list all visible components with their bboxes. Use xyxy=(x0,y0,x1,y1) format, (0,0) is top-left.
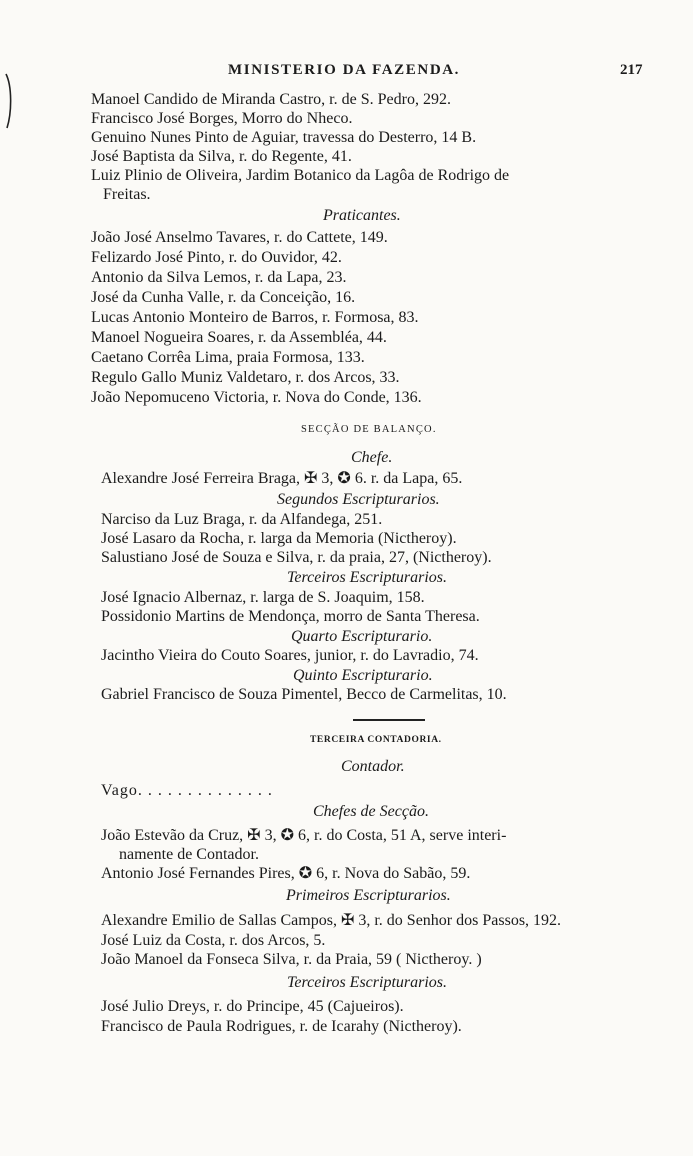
entry-line: João Nepomuceno Victoria, r. Nova do Conde, 136. xyxy=(91,389,422,406)
entry-line: José Lasaro da Rocha, r. larga da Memoria (Nictheroy). xyxy=(101,530,457,547)
entry-line: João Estevão da Cruz, ✠ 3, ✪ 6, r. do Costa, 51 A, serve interi- xyxy=(101,827,507,844)
heading-chefe: Chefe. xyxy=(351,449,393,466)
entry-line: Manoel Nogueira Soares, r. da Assembléa, 44. xyxy=(91,329,387,346)
heading-chefes-seccao: Chefes de Secção. xyxy=(313,803,429,820)
entry-line: Genuino Nunes Pinto de Aguiar, travessa do Desterro, 14 B. xyxy=(91,129,477,146)
page-number: 217 xyxy=(620,62,643,78)
entry-line: Antonio José Fernandes Pires, ✪ 6, r. Nova do Sabão, 59. xyxy=(101,865,471,882)
entry-line: Francisco José Borges, Morro do Nheco. xyxy=(91,110,353,127)
heading-quarto: Quarto Escripturario. xyxy=(291,628,433,645)
entry-line: Possidonio Martins de Mendonça, morro de Santa Theresa. xyxy=(101,608,480,625)
entry-line: João José Anselmo Tavares, r. do Cattete, 149. xyxy=(91,229,388,246)
entry-line: Antonio da Silva Lemos, r. da Lapa, 23. xyxy=(91,269,347,286)
entry-line: José Julio Dreys, r. do Principe, 45 (Cajueiros). xyxy=(101,998,404,1015)
entry-line: Alexandre Emilio de Sallas Campos, ✠ 3, r. do Senhor dos Passos, 192. xyxy=(101,912,562,929)
page-header xyxy=(0,62,693,84)
entry-line: Caetano Corrêa Lima, praia Formosa, 133. xyxy=(91,349,365,366)
running-title: MINISTERIO DA FAZENDA. xyxy=(228,62,461,78)
entry-line: Narciso da Luz Braga, r. da Alfandega, 251. xyxy=(101,511,383,528)
entry-line: Manoel Candido de Miranda Castro, r. de S. Pedro, 292. xyxy=(91,91,451,108)
heading-contador: Contador. xyxy=(341,758,405,775)
entry-line: Gabriel Francisco de Souza Pimentel, Becco de Carmelitas, 10. xyxy=(101,686,507,703)
heading-quinto: Quinto Escripturario. xyxy=(293,667,433,684)
heading-terceiros: Terceiros Escripturarios. xyxy=(287,569,448,586)
heading-praticantes: Praticantes. xyxy=(323,207,401,224)
section-divider xyxy=(353,719,425,721)
entry-line: José Ignacio Albernaz, r. larga de S. Joaquim, 158. xyxy=(101,589,425,606)
heading-primeiros: Primeiros Escripturarios. xyxy=(286,887,451,904)
entry-continuation: Freitas. xyxy=(103,186,151,203)
entry-line: Lucas Antonio Monteiro de Barros, r. Formosa, 83. xyxy=(91,309,419,326)
entry-line: Vago. . . . . . . . . . . . . . xyxy=(101,782,273,799)
entry-line: Regulo Gallo Muniz Valdetaro, r. dos Arcos, 33. xyxy=(91,369,400,386)
entry-line: José da Cunha Valle, r. da Conceição, 16. xyxy=(91,289,356,306)
entry-line: Jacintho Vieira do Couto Soares, junior, r. do Lavradio, 74. xyxy=(101,647,479,664)
entry-line: Francisco de Paula Rodrigues, r. de Icarahy (Nictheroy). xyxy=(101,1018,462,1035)
entry-line: João Manoel da Fonseca Silva, r. da Praia, 59 ( Nictheroy. ) xyxy=(101,951,482,968)
entry-line: Felizardo José Pinto, r. do Ouvidor, 42. xyxy=(91,249,342,266)
entry-line: Luiz Plinio de Oliveira, Jardim Botanico da Lagôa de Rodrigo de xyxy=(91,167,510,184)
entry-continuation: namente de Contador. xyxy=(119,846,259,863)
section-title-balanco: SECÇÃO DE BALANÇO. xyxy=(301,424,437,435)
entry-line: Salustiano José de Souza e Silva, r. da praia, 27, (Nictheroy). xyxy=(101,549,492,566)
heading-segundos: Segundos Escripturarios. xyxy=(277,491,440,508)
entry-line: Alexandre José Ferreira Braga, ✠ 3, ✪ 6. r. da Lapa, 65. xyxy=(101,470,463,487)
section-title-terceira-contadoria: TERCEIRA CONTADORIA. xyxy=(310,735,442,745)
entry-line: José Luiz da Costa, r. dos Arcos, 5. xyxy=(101,932,326,949)
entry-line: José Baptista da Silva, r. do Regente, 41. xyxy=(91,148,352,165)
heading-terceiros-2: Terceiros Escripturarios. xyxy=(287,974,448,991)
